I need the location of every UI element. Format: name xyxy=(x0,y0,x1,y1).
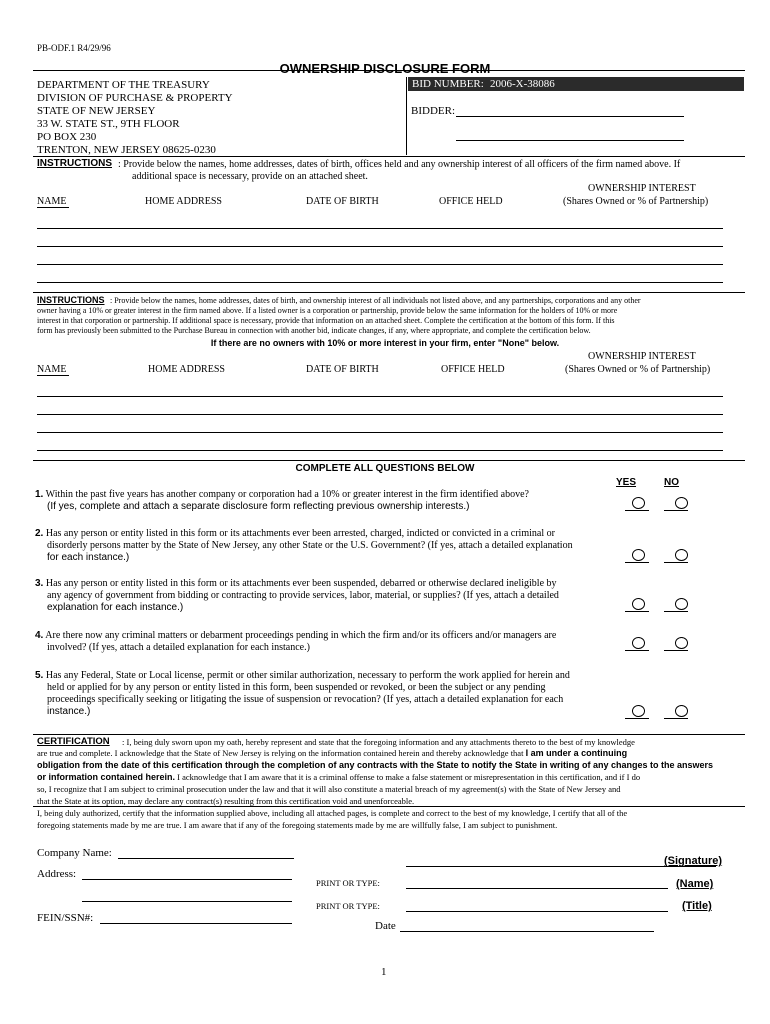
no-header: NO xyxy=(664,477,679,488)
col-office-held: OFFICE HELD xyxy=(441,364,505,375)
section-rule xyxy=(33,156,745,157)
q5-no-radio[interactable] xyxy=(675,705,688,717)
officer-row-1[interactable] xyxy=(37,228,723,229)
none-note: If there are no owners with 10% or more interest in your firm, enter "None" below. xyxy=(210,338,560,348)
col-date-of-birth: DATE OF BIRTH xyxy=(306,364,379,375)
q5-yes-line xyxy=(625,718,649,719)
bidder-field-2[interactable] xyxy=(456,140,684,141)
owner-row-2[interactable] xyxy=(37,414,723,415)
section-rule xyxy=(33,460,745,461)
bid-number-label: BID NUMBER: xyxy=(412,78,484,90)
instructions2-text: owner having a 10% or greater interest in the firm named above. If a listed owner is a corporation or partnership, provide below the same information for the holders of 10% or more xyxy=(37,306,618,315)
col-name-underline xyxy=(37,207,69,208)
col-name-underline xyxy=(37,375,69,376)
owner-row-4[interactable] xyxy=(37,450,723,451)
print-or-type-1: PRINT OR TYPE: xyxy=(316,878,380,888)
section-rule xyxy=(33,806,745,807)
q1-no-line xyxy=(664,510,688,511)
instructions2-text: : Provide below the names, home addresses, dates of birth, and ownership interest of all individuals not listed above, and any partnerships, corporations and any other xyxy=(110,296,641,305)
col-name: NAME xyxy=(37,196,67,207)
questions-header: COMPLETE ALL QUESTIONS BELOW xyxy=(295,463,475,474)
date-field[interactable] xyxy=(400,931,654,932)
address-line: STATE OF NEW JERSEY xyxy=(37,105,156,117)
certification-text: : I, being duly sworn upon my oath, hereby represent and state that the foregoing information and any attachments thereto to the best of my knowledge xyxy=(122,737,635,747)
q1-yes-radio[interactable] xyxy=(632,497,645,509)
col-ownership: (Shares Owned or % of Partnership) xyxy=(565,364,711,375)
date-label: Date xyxy=(375,920,396,932)
company-name-field[interactable] xyxy=(118,858,294,859)
q5-yes-radio[interactable] xyxy=(632,705,645,717)
owner-row-3[interactable] xyxy=(37,432,723,433)
fein-label: FEIN/SSN#: xyxy=(37,912,94,924)
fein-field[interactable] xyxy=(100,923,292,924)
certification-text: foregoing statements made by me are true. I am aware that if any of the foregoing statements made by me are willfully false, I am subject to punishment. xyxy=(37,820,558,830)
instructions2-text: form has previously been submitted to the Purchase Bureau in connection with another bid, indicate changes, if any, where appropriate, and complete the certification below. xyxy=(37,326,591,335)
ownership-header: OWNERSHIP INTEREST xyxy=(588,183,696,194)
question-2: 2. Has any person or entity listed in this form or its attachments ever been arrested, charged, indicted or convicted in a criminal or disorderly persons matter by the State of New Jersey, any other State or the U.S. Government? (If yes, attach a detailed explanation for each instance.) xyxy=(35,528,573,563)
q4-no-line xyxy=(664,650,688,651)
instructions-label: INSTRUCTIONS xyxy=(37,158,112,169)
address-line: DEPARTMENT OF THE TREASURY xyxy=(37,79,210,91)
q2-no-radio[interactable] xyxy=(675,549,688,561)
address-line: DIVISION OF PURCHASE & PROPERTY xyxy=(37,92,233,104)
print-or-type-2: PRINT OR TYPE: xyxy=(316,901,380,911)
question-3: 3. Has any person or entity listed in this form or its attachments ever been suspended, debarred or otherwise declared ineligible by any agency of government from bidding or contracting to provide services, labor, material, or supplies? (If yes, attach a detailed explanation for each instance.) xyxy=(35,578,559,613)
certification-text: that the State at its option, may declare any contract(s) resulting from this certification void and unenforceable. xyxy=(37,796,415,806)
col-office-held: OFFICE HELD xyxy=(439,196,503,207)
q4-yes-radio[interactable] xyxy=(632,637,645,649)
q4-yes-line xyxy=(625,650,649,651)
certification-text: are true and complete. I acknowledge that the State of New Jersey is relying on the information contained herein and thereby acknowledge that I am under a continuing xyxy=(37,748,628,758)
certification-text: or information contained herein. I acknowledge that I am aware that it is a criminal offense to make a false statement or misrepresentation in this certification, and if I do xyxy=(37,772,641,782)
officer-row-2[interactable] xyxy=(37,246,723,247)
title-field[interactable] xyxy=(406,911,668,912)
col-name: NAME xyxy=(37,364,67,375)
q5-no-line xyxy=(664,718,688,719)
company-name-label: Company Name: xyxy=(37,847,112,859)
col-ownership: (Shares Owned or % of Partnership) xyxy=(563,196,709,207)
col-date-of-birth: DATE OF BIRTH xyxy=(306,196,379,207)
page-number: 1 xyxy=(381,966,387,978)
owner-row-1[interactable] xyxy=(37,396,723,397)
title-label: (Title) xyxy=(682,900,712,912)
q2-yes-radio[interactable] xyxy=(632,549,645,561)
name-field[interactable] xyxy=(406,888,668,889)
certification-text: so, I recognize that I am subject to criminal prosecution under the law and that it will also constitute a material breach of my agreement(s) with the State of New Jersey and xyxy=(37,784,621,794)
address-line: 33 W. STATE ST., 9TH FLOOR xyxy=(37,118,180,130)
signature-label: (Signature) xyxy=(664,855,723,867)
instructions-text: additional space is necessary, provide on an attached sheet. xyxy=(132,171,368,182)
q3-no-line xyxy=(664,611,688,612)
address-label: Address: xyxy=(37,868,77,880)
question-1: 1. Within the past five years has another company or corporation had a 10% or greater interest in the firm identified above? (If yes, complete and attach a separate disclosure form reflecting previous ownership interests.) xyxy=(35,489,529,512)
bidder-field[interactable] xyxy=(456,116,684,117)
instructions-text: : Provide below the names, home addresses, dates of birth, offices held and any ownership interest of all officers of the firm named above. If xyxy=(118,159,681,170)
q3-no-radio[interactable] xyxy=(675,598,688,610)
bid-number-value: 2006-X-38086 xyxy=(490,78,555,90)
bidder-label: BIDDER: xyxy=(411,105,455,117)
q1-yes-line xyxy=(625,510,649,511)
page-title: OWNERSHIP DISCLOSURE FORM xyxy=(279,61,491,76)
q2-no-line xyxy=(664,562,688,563)
q4-no-radio[interactable] xyxy=(675,637,688,649)
q2-yes-line xyxy=(625,562,649,563)
address-field-2[interactable] xyxy=(82,901,292,902)
col-home-address: HOME ADDRESS xyxy=(148,364,225,375)
address-line: PO BOX 230 xyxy=(37,131,97,143)
certification-text: I, being duly authorized, certify that the information supplied above, including all attached pages, is complete and correct to the best of my knowledge, I certify that all of the xyxy=(37,808,628,818)
officer-row-3[interactable] xyxy=(37,264,723,265)
question-4: 4. Are there now any criminal matters or debarment proceedings pending in which the firm and/or its officers and/or managers are involved? (If yes, attach a detailed explanation for each instance.) xyxy=(35,630,557,653)
address-field[interactable] xyxy=(82,879,292,880)
instructions2-label: INSTRUCTIONS xyxy=(37,295,105,305)
name-label: (Name) xyxy=(676,878,714,890)
address-line: TRENTON, NEW JERSEY 08625-0230 xyxy=(37,144,216,156)
header-divider xyxy=(406,77,407,155)
ownership-header: OWNERSHIP INTEREST xyxy=(588,351,696,362)
q3-yes-radio[interactable] xyxy=(632,598,645,610)
section-rule xyxy=(33,734,745,735)
col-home-address: HOME ADDRESS xyxy=(145,196,222,207)
certification-bold: obligation from the date of this certification through the completion of any contracts with the State to notify the State in writing of any changes to the answers xyxy=(37,760,714,770)
section-rule xyxy=(33,292,745,293)
instructions2-text: interest in that corporation or partnership. If additional space is necessary, provide that information on an attached sheet. Complete the certification at the bottom of this form. If this xyxy=(37,316,615,325)
form-code: PB-ODF.1 R4/29/96 xyxy=(37,43,111,53)
q3-yes-line xyxy=(625,611,649,612)
q1-no-radio[interactable] xyxy=(675,497,688,509)
certification-label: CERTIFICATION xyxy=(37,736,110,747)
yes-header: YES xyxy=(616,477,637,488)
question-5: 5. Has any Federal, State or Local license, permit or other similar authorization, necessary to perform the work applied for herein and held or applied for by any person or entity listed in this form, been suspended or revoked, or been the subject or any pending proceedings specifically seeking or litigating the issue of suspension or revocation? (If yes, attach a detailed explanation for each instance.) xyxy=(35,670,570,717)
officer-row-4[interactable] xyxy=(37,282,723,283)
bid-number-bar xyxy=(408,77,744,91)
